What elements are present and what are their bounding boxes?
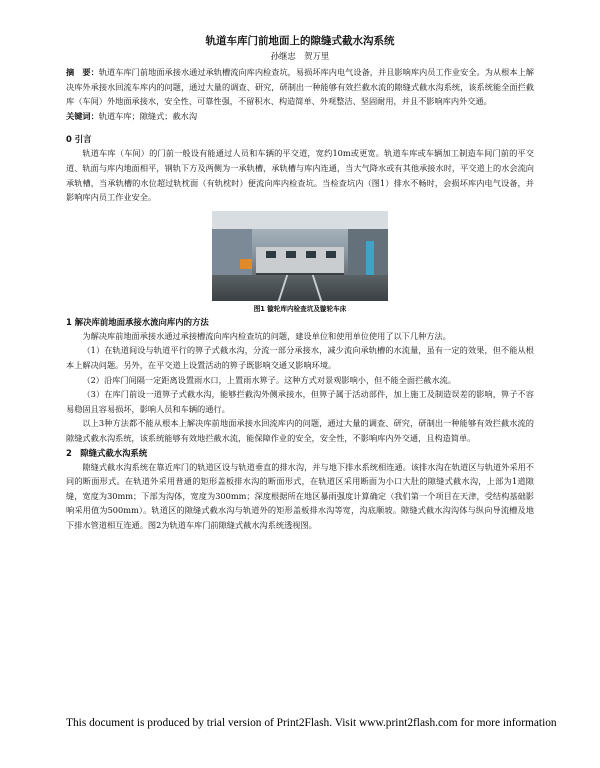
section-1-paragraph-1: 为解决库前地面承接水通过承接槽流向库内检查坑的问题，建设单位和使用单位使用了以下几种方法。 xyxy=(82,330,451,341)
paper-authors: 孙继忠 贺万里 xyxy=(270,51,330,61)
section-1-paragraph-5: 以上3种方法都不能从根本上解决库前地面承接水回流库内的问题，通过大量的调查、研究，研制出一种能够有效拦截水流的隙缝式截水沟系统，该系统能够有效地拦截水流，能保障作业的安全，安全性，不影响库内外交通，且构造简单。 xyxy=(66,418,534,443)
figure-1-caption: 图1 镟轮库内检查坑及镟轮车床 xyxy=(253,304,347,313)
section-0-paragraph: 轨道车库（车间）的门前一般设有能通过人员和车辆的平交道，宽约10m或更宽。轨道车库或车辆加工制造车间门前的平交道、轨面与库内地面相平，钢轨下方及两侧为一承轨槽，承轨槽与库内连通，当大气降水或有其他承接水时，平交道上的水会流向承轨槽，当承轨槽的水位超过轨枕面（有轨枕时）便流向库内检查坑。当检查坑内（图1）排水不畅时，会损坏库内电气设备，并影响库内员工作业安全。 xyxy=(66,148,534,203)
section-1-paragraph-3: （2）沿库门间隔一定距离设置雨水口，上置雨水箅子。这种方式对景观影响小，但不能全面拦截水流。 xyxy=(82,374,457,385)
section-0-heading: 0 引言 xyxy=(66,134,92,145)
section-1-heading: 1 解决库前地面承接水流向库内的方法 xyxy=(66,316,209,327)
keywords-label: 关键词： xyxy=(66,110,99,121)
section-2-heading: 2 隙缝式截水沟系统 xyxy=(66,447,148,458)
keywords-text: 轨道车库；隙缝式；截水沟 xyxy=(98,110,198,121)
abstract-label: 摘 要： xyxy=(66,67,99,77)
keywords xyxy=(66,109,534,124)
paper-page xyxy=(66,34,534,532)
section-2-paragraph: 隙缝式截水沟系统在靠近库门的轨道区设与轨道垂直的排水沟，并与地下排水系统相连通。该排水沟在轨道区与轨道外采用不同的断面形式。在轨道外采用普通的矩形盖板排水沟的断面形式，在轨道区采用断面为小口大肚的隙缝式截水沟，上部为1道隙缝，宽度为30mm；下部为沟体，宽度为300mm；深度根据所在地区暴雨强度计算确定（我们第一个项目在天津，受结构基础影响采用值为500mm）。轨道区的隙缝式截水沟与轨道外的矩形盖板排水沟等宽，沟底顺坡。隙缝式截水沟沟体与纵向导流槽及地下排水管道相互连通。图2为轨道车库门前隙缝式截水沟系统透视图。 xyxy=(66,461,534,530)
figure-1 xyxy=(212,211,388,315)
abstract-text: 轨道车库门前地面承接水通过承轨槽流向库内检查坑，易损坏库内电气设备，并且影响库内员工作业安全。为从根本上解决库外承接水回流车库内的问题，通过大量的调查、研究，研制出一种能够有效拦截水流的隙缝式截水沟系统，该系统能全面拦截库（车间）外地面承接水，安全性、可靠性强，不留积水、构造简单、外观整洁、坚固耐用，并且不影响库内外交通。 xyxy=(66,67,534,107)
section-1-paragraph-2: （1）在轨道间设与轨道平行的箅子式截水沟，分流一部分承接水，减少流向承轨槽的水流量，虽有一定的效果，但不能从根本上解决问题。另外，在平交道上设置活动的箅子既影响交通又影响环境。 xyxy=(66,345,534,370)
trial-footer: This document is produced by trial version of Print2Flash. Visit www.print2flash.com for more information xyxy=(66,717,557,729)
figure-1-photo xyxy=(212,211,388,301)
abstract xyxy=(66,65,534,109)
section-1-paragraph-4: （3）在库门前设一道箅子式截水沟，能够拦截沟外侧承接水，但箅子属于活动部件，加上施工及制造误差的影响，箅子不容易稳固且容易损坏，影响人员和车辆的通行。 xyxy=(66,389,534,414)
paper-title: 轨道车库门前地面上的隙缝式截水沟系统 xyxy=(205,35,395,47)
